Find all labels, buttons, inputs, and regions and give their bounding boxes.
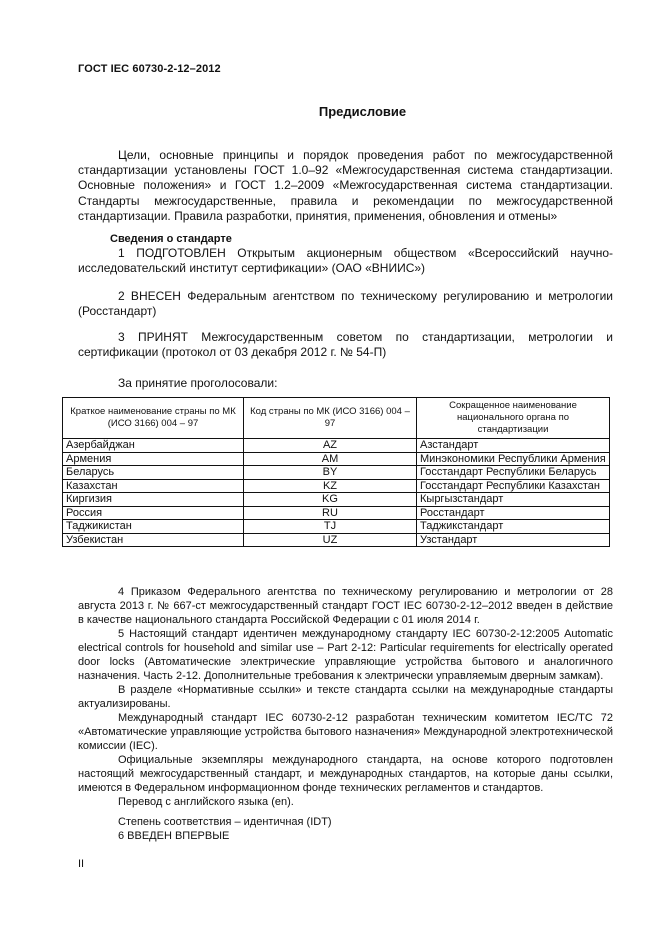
country-cell: Таджикистан (63, 520, 244, 534)
body-cell: Азстандарт (417, 439, 610, 453)
country-cell: Узбекистан (63, 533, 244, 547)
standard-info-subheading: Сведения о стандарте (110, 233, 232, 245)
code-cell: AZ (244, 439, 417, 453)
item-6-first-introduced: 6 ВВЕДЕН ВПЕРВЫЕ (118, 830, 230, 842)
code-cell: TJ (244, 520, 417, 534)
table-row (63, 493, 610, 507)
voted-for-label: За принятие проголосовали: (118, 376, 278, 390)
country-cell: Россия (63, 506, 244, 520)
body-cell: Кыргызстандарт (417, 493, 610, 507)
item-2-submitted: 2 ВНЕСЕН Федеральным агентством по техническому регулированию и метрологии (Росстандарт) (78, 289, 613, 319)
item-4-order: 4 Приказом Федерального агентства по техническому регулированию и метрологии от 28 августа 2013 г. № 667-ст межгосударственный стандарт ГОСТ IEC 60730-2-12–2012 введен в действие в качестве национального стандарта Российской Федерации с 01 июля 2014 г. (78, 586, 613, 626)
column-header-code: Код страны по МК (ИСО 3166) 004 – 97 (244, 398, 417, 439)
body-section (78, 585, 613, 843)
country-cell: Азербайджан (63, 439, 244, 453)
table-header-row (63, 398, 610, 439)
table-row (63, 452, 610, 466)
page-title: Предисловие (318, 104, 407, 119)
code-cell: BY (244, 466, 417, 480)
table-row (63, 479, 610, 493)
table-row (63, 439, 610, 453)
voting-countries-table (62, 397, 610, 547)
item-5-identical: 5 Настоящий стандарт идентичен международному стандарту IEC 60730-2-12:2005 Automatic electrical controls for household and similar use – Part 2-12: Particular requirements for electrically operated door locks (Автоматические электрические управляющие устройства бытового и аналогичного назначения. Часть 2-12. Дополнительные требования к электрически управляемым дверным замкам). (78, 628, 613, 682)
code-cell: RU (244, 506, 417, 520)
country-cell: Киргизия (63, 493, 244, 507)
body-cell: Минэкономики Республики Армения (417, 452, 610, 466)
column-header-country: Краткое наименование страны по МК (ИСО 3166) 004 – 97 (63, 398, 244, 439)
conformity-degree: Степень соответствия – идентичная (IDT) (118, 816, 332, 828)
code-cell: KZ (244, 479, 417, 493)
body-cell: Госстандарт Республики Беларусь (417, 466, 610, 480)
country-cell: Беларусь (63, 466, 244, 480)
table-row (63, 520, 610, 534)
item-3-adopted: 3 ПРИНЯТ Межгосударственным советом по стандартизации, метрологии и сертификации (протокол от 03 декабря 2012 г. № 54-П) (78, 330, 613, 360)
country-cell: Казахстан (63, 479, 244, 493)
page-number: II (78, 858, 85, 870)
table-row (63, 533, 610, 547)
table-row (63, 466, 610, 480)
code-cell: KG (244, 493, 417, 507)
country-cell: Армения (63, 452, 244, 466)
column-header-body: Сокращенное наименование национального органа по стандартизации (417, 398, 610, 439)
normative-references-note: В разделе «Нормативные ссылки» и тексте стандарта ссылки на международные стандарты актуализированы. (78, 684, 613, 710)
technical-committee-note: Международный стандарт IEC 60730-2-12 разработан техническим комитетом IEC/TC 72 «Автоматические управляющие устройства бытового назначения» Международной электротехнической комиссии (IEC). (78, 712, 613, 752)
body-cell: Росстандарт (417, 506, 610, 520)
table-row (63, 506, 610, 520)
body-cell: Госстандарт Республики Казахстан (417, 479, 610, 493)
official-copies-note: Официальные экземпляры международного стандарта, на основе которого подготовлен настоящий межгосударственный стандарт, и международных стандартов, на которые даны ссылки, имеются в Федеральном информационном фонде технических регламентов и стандартов. (78, 754, 613, 794)
translation-note: Перевод с английского языка (en). (118, 796, 294, 808)
document-code-header: ГОСТ IEC 60730-2-12–2012 (78, 63, 221, 75)
intro-paragraph: Цели, основные принципы и порядок проведения работ по межгосударственной стандартизации установлены ГОСТ 1.0–92 «Межгосударственная система стандартизации. Основные положения» и ГОСТ 1.2–2009 «Межгосударственная система стандартизации. Стандарты межгосударственные, правила и рекомендации по межгосударственной стандартизации. Правила разработки, принятия, применения, обновления и отмены» (78, 148, 613, 223)
code-cell: AM (244, 452, 417, 466)
item-1-prepared: 1 ПОДГОТОВЛЕН Открытым акционерным обществом «Всероссийский научно-исследовательский институт сертификации» (ОАО «ВНИИС») (78, 246, 613, 276)
body-cell: Узстандарт (417, 533, 610, 547)
body-cell: Таджикстандарт (417, 520, 610, 534)
code-cell: UZ (244, 533, 417, 547)
